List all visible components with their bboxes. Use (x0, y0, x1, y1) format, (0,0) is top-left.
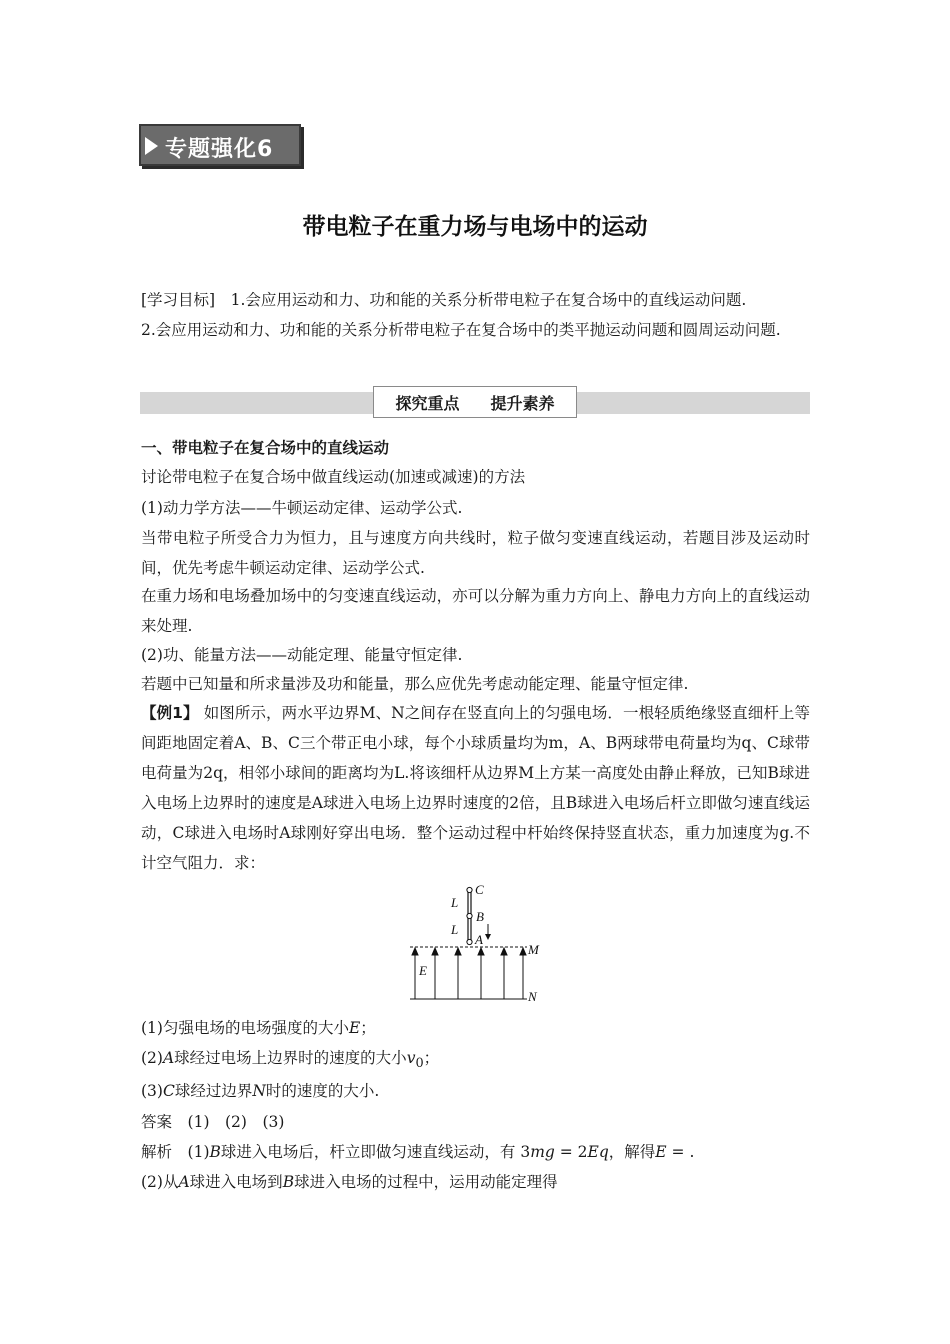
solution-tag: 解析 (141, 1143, 173, 1161)
question-1-text: (1)匀强电场的电场强度的大小 (141, 1019, 349, 1037)
question-2-pre: (2) (141, 1049, 163, 1067)
banner-right-label: 提升素养 (490, 393, 555, 413)
paragraph-energy: (2)功、能量方法——动能定理、能量守恒定律. (141, 646, 463, 664)
objectives-line1 (141, 285, 810, 315)
field-arrow (432, 948, 438, 955)
solution-part: ，解得 (608, 1143, 656, 1161)
example-1 (141, 698, 810, 878)
field-arrow (412, 948, 418, 955)
answer-tag: 答案 (141, 1113, 173, 1131)
question-3-var2: N (252, 1082, 266, 1100)
label-b: B (476, 909, 484, 924)
ball-b (467, 913, 472, 918)
solution-part: 球进入电场后，杆立即做匀速直线运动，有 3 (220, 1143, 531, 1161)
solution-line2 (141, 1167, 810, 1197)
page-title: 带电粒子在重力场与电场中的运动 (302, 214, 648, 240)
question-2 (141, 1043, 810, 1079)
question-3-pre: (3) (141, 1082, 163, 1100)
solution-part: E (655, 1143, 667, 1161)
objective-1: 1.会应用运动和力、功和能的关系分析带电粒子在复合场中的直线运动问题. (230, 291, 747, 309)
section-banner-tabs (373, 386, 577, 418)
question-2-sym: v (406, 1049, 416, 1067)
question-3-var: C (162, 1082, 175, 1100)
answer-text: (1) (2) (3) (187, 1113, 285, 1131)
question-1-var: E (348, 1019, 361, 1037)
example-label: 【例1】 (141, 704, 199, 722)
paragraph-constant-force: 当带电粒子所受合力为恒力，且与速度方向共线时，粒子做匀变速直线运动，若题目涉及运动时间，优先考虑牛顿运动定律、运动学公式. (141, 529, 810, 577)
banner-left-label: 探究重点 (395, 393, 460, 413)
solution-part: 球进入电场的过程中，运用动能定理得 (294, 1173, 558, 1191)
topic-badge (139, 124, 301, 166)
answer-line (141, 1107, 810, 1137)
solution-part: mg (530, 1143, 555, 1161)
ball-c (467, 887, 472, 892)
field-diagram (405, 880, 550, 1005)
label-m: M (528, 942, 539, 957)
solution-part: (1) (187, 1143, 210, 1161)
play-arrow-icon (145, 137, 158, 155)
label-n: N (528, 989, 537, 1004)
velocity-arrow-head (485, 934, 491, 940)
field-arrow (478, 948, 484, 955)
question-3 (141, 1076, 810, 1106)
section-banner (140, 392, 810, 414)
paragraph-method: 讨论带电粒子在复合场中做直线运动(加速或减速)的方法 (141, 468, 526, 486)
objectives-tag: [学习目标] (141, 291, 216, 309)
solution-part: A (178, 1173, 190, 1191)
solution-line1 (141, 1137, 810, 1167)
label-l-lower: L (451, 922, 459, 937)
solution-part: = . (666, 1143, 695, 1161)
label-e: E (419, 963, 427, 978)
solution-part: B (282, 1173, 295, 1191)
label-c: C (475, 882, 484, 897)
field-arrow (520, 948, 526, 955)
question-1 (141, 1013, 810, 1043)
paragraph-decompose: 在重力场和电场叠加场中的匀变速直线运动，亦可以分解为重力方向上、静电力方向上的直线运动来处理. (141, 587, 810, 635)
solution-part: = 2 (554, 1143, 588, 1161)
question-3-end: 时的速度的大小. (265, 1082, 380, 1100)
solution-part: 球进入电场到 (189, 1173, 283, 1191)
ball-a (467, 939, 472, 944)
question-2-var: A (162, 1049, 175, 1067)
question-2-end: ； (423, 1049, 440, 1067)
field-arrow (455, 948, 461, 955)
solution-part: (2)从 (141, 1173, 179, 1191)
solution-part: Eq (587, 1143, 609, 1161)
paragraph-energy-priority: 若题中已知量和所求量涉及功和能量，那么应优先考虑动能定理、能量守恒定律. (141, 675, 689, 693)
question-2-sub: 0 (415, 1056, 424, 1072)
label-a: A (475, 932, 483, 947)
question-3-mid: 球经过边界 (174, 1082, 253, 1100)
field-arrow (501, 948, 507, 955)
question-1-end: ； (360, 1019, 376, 1037)
topic-badge-label: 专题强化6 (165, 137, 274, 162)
question-2-text: 球经过电场上边界时的速度的大小 (174, 1049, 407, 1067)
solution-part: B (209, 1143, 221, 1161)
section-heading: 一、带电粒子在复合场中的直线运动 (141, 439, 390, 457)
label-l-upper: L (451, 895, 459, 910)
paragraph-dynamics: (1)动力学方法——牛顿运动定律、运动学公式. (141, 499, 463, 517)
example-text: 如图所示，两水平边界M、N之间存在竖直向上的匀强电场．一根轻质绝缘竖直细杆上等间距地固定着A、B、C三个带正电小球，每个小球质量均为m，A、B两球带电荷量均为q、C球带电荷量为2q，相邻小球间的距离均为L.将该细杆从边界M上方某一高度处由静止释放，已知B球进入电场上边界时的速度是A球进入电场上边界时速度的2倍，且B球进入电场后杆立即做匀速直线运动，C球进入电场时A球刚好穿出电场．整个运动过程中杆始终保持竖直状态，重力加速度为g.不计空气阻力．求： (141, 704, 811, 872)
objective-2: 2.会应用运动和力、功和能的关系分析带电粒子在复合场中的类平抛运动问题和圆周运动问题. (141, 321, 781, 339)
